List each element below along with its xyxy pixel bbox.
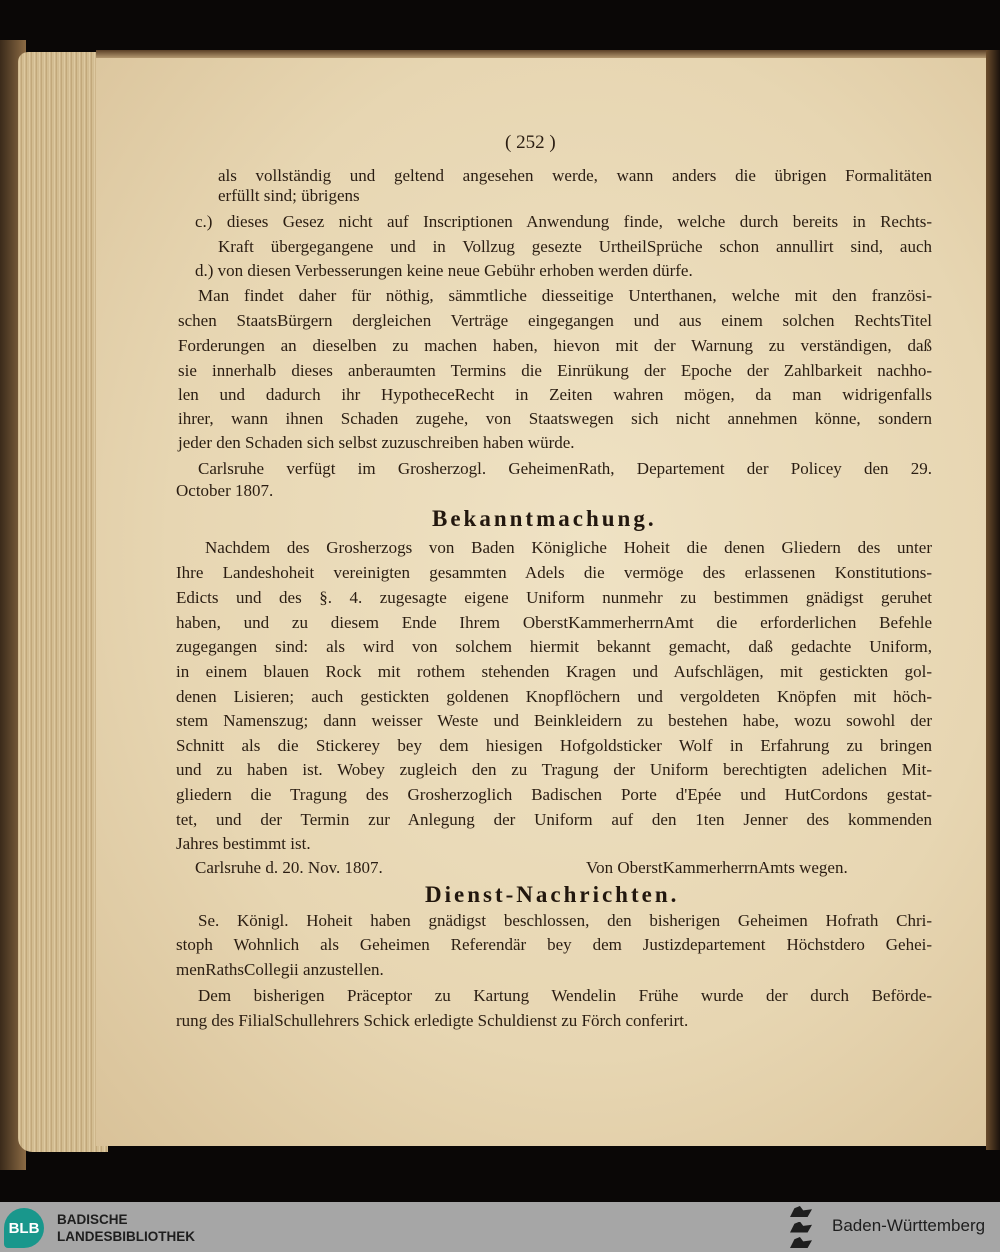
text-line: erfüllt sind; übrigens [218, 186, 360, 205]
blb-logo[interactable]: BLB [4, 1208, 44, 1248]
text-line: und zu haben ist. Wobey zugleich den zu Tragung der Uniform berechtigten adelichen Mit- [176, 760, 932, 779]
state-logo-text[interactable]: Baden-Württemberg [832, 1216, 986, 1235]
text-line: als vollständig und geltend angesehen werde, wann anders die übrigen Formalitäten [218, 166, 932, 185]
text-line: gliedern die Tragung des Grosherzoglich Badischen Porte d'Epée und HutCordons gestat- [176, 785, 932, 804]
signature-date: Carlsruhe d. 20. Nov. 1807. [195, 858, 383, 877]
text-line: c.) dieses Gesez nicht auf Inscriptionen Anwendung finde, welche durch bereits in Rechts- [195, 212, 932, 231]
page-edges-stack [18, 52, 108, 1152]
text-line: zugegangen sind: als wird von solchem hiermit bekannt gemacht, daß gedachte Uniform, [176, 637, 932, 656]
text-line: Schnitt als die Stickerey bey dem hiesigen Hofgoldsticker Wolf in Erfahrung zu bringen [176, 736, 932, 755]
text-line: Carlsruhe verfügt im Grosherzogl. GeheimenRath, Departement der Policey den 29. [198, 459, 932, 478]
text-line: menRathsCollegii anzustellen. [176, 960, 384, 979]
page-right-edge [986, 50, 1000, 1150]
text-line: October 1807. [176, 481, 274, 500]
signature-office: Von OberstKammerherrnAmts wegen. [586, 858, 848, 877]
text-line: in einem blauen Rock mit rothem stehenden Kragen und Aufschlägen, mit gestickten gol- [176, 662, 932, 681]
page-number: ( 252 ) [505, 132, 556, 153]
library-name[interactable] [57, 1211, 195, 1245]
text-line: denen Lisieren; auch gestickten goldenen Knopflöchern und vergoldeten Knöpfen mit höch- [176, 687, 932, 706]
library-name-line2: LANDESBIBLIOTHEK [57, 1229, 195, 1244]
text-line: Nachdem des Grosherzogs von Baden Königliche Hoheit die denen Gliedern des unter [205, 538, 932, 557]
section-heading-dienst-nachrichten: Dienst-Nachrichten. [425, 882, 680, 907]
text-line: Dem bisherigen Präceptor zu Kartung Wendelin Frühe wurde der durch Beförde- [198, 986, 932, 1005]
text-line: sie innerhalb dieses anberaumten Termins die Einrükung der Epoche der Zahlbarkeit nachho- [178, 361, 932, 380]
text-line: jeder den Schaden sich selbst zuzuschreiben haben würde. [178, 433, 575, 452]
text-line: Jahres bestimmt ist. [176, 834, 311, 853]
text-line: haben, und zu diesem Ende Ihrem OberstKammerherrnAmt die erforderlichen Befehle [176, 613, 932, 632]
text-line: rung des FilialSchullehrers Schick erledigte Schuldienst zu Förch conferirt. [176, 1011, 689, 1030]
text-line: Se. Königl. Hoheit haben gnädigst beschlossen, den bisherigen Geheimen Hofrath Chri- [198, 911, 932, 930]
section-heading-bekanntmachung: Bekanntmachung. [432, 506, 657, 531]
text-line: stoph Wohnlich als Geheimen Referendär bey dem Justizdepartement Höchstdero Gehei- [176, 935, 932, 954]
footer-bar [0, 1202, 1000, 1252]
text-line: Edicts und des §. 4. zugesagte eigene Uniform nunmehr zu bestimmen gnädigst geruhet [176, 588, 932, 607]
text-line: stem Namenszug; dann weisser Weste und Beinkleidern zu bestehen habe, wozu sowohl der [176, 711, 932, 730]
text-line: Ihre Landeshoheit vereinigten gesammten Adels die vermöge des erlassenen Konstitutions- [176, 563, 932, 582]
text-line: Man findet daher für nöthig, sämmtliche diesseitige Unterthanen, welche mit den französi- [198, 286, 932, 305]
text-line: schen StaatsBürgern dergleichen Verträge eingegangen und aus einem solchen RechtsTitel [178, 311, 932, 330]
text-line: Forderungen an dieselben zu machen haben, hievon mit der Warnung zu verständigen, daß [178, 336, 932, 355]
text-line: ihrer, wann ihnen Schaden zugehe, von Staatswegen sich nicht annehmen könne, sondern [178, 409, 932, 428]
library-name-line1: BADISCHE [57, 1212, 128, 1227]
text-line: Kraft übergegangene und in Vollzug gesezte UrtheilSprüche schon annullirt sind, auch [218, 237, 932, 256]
text-line: len und dadurch ihr HypotheceRecht in Zeiten wahren mögen, da man widrigenfalls [178, 385, 932, 404]
text-line: tet, und der Termin zur Anlegung der Uniform auf den 1ten Jenner des kommenden [176, 810, 932, 829]
three-lions-icon [790, 1206, 820, 1248]
text-line: d.) von diesen Verbesserungen keine neue Gebühr erhoben werden dürfe. [195, 261, 693, 280]
